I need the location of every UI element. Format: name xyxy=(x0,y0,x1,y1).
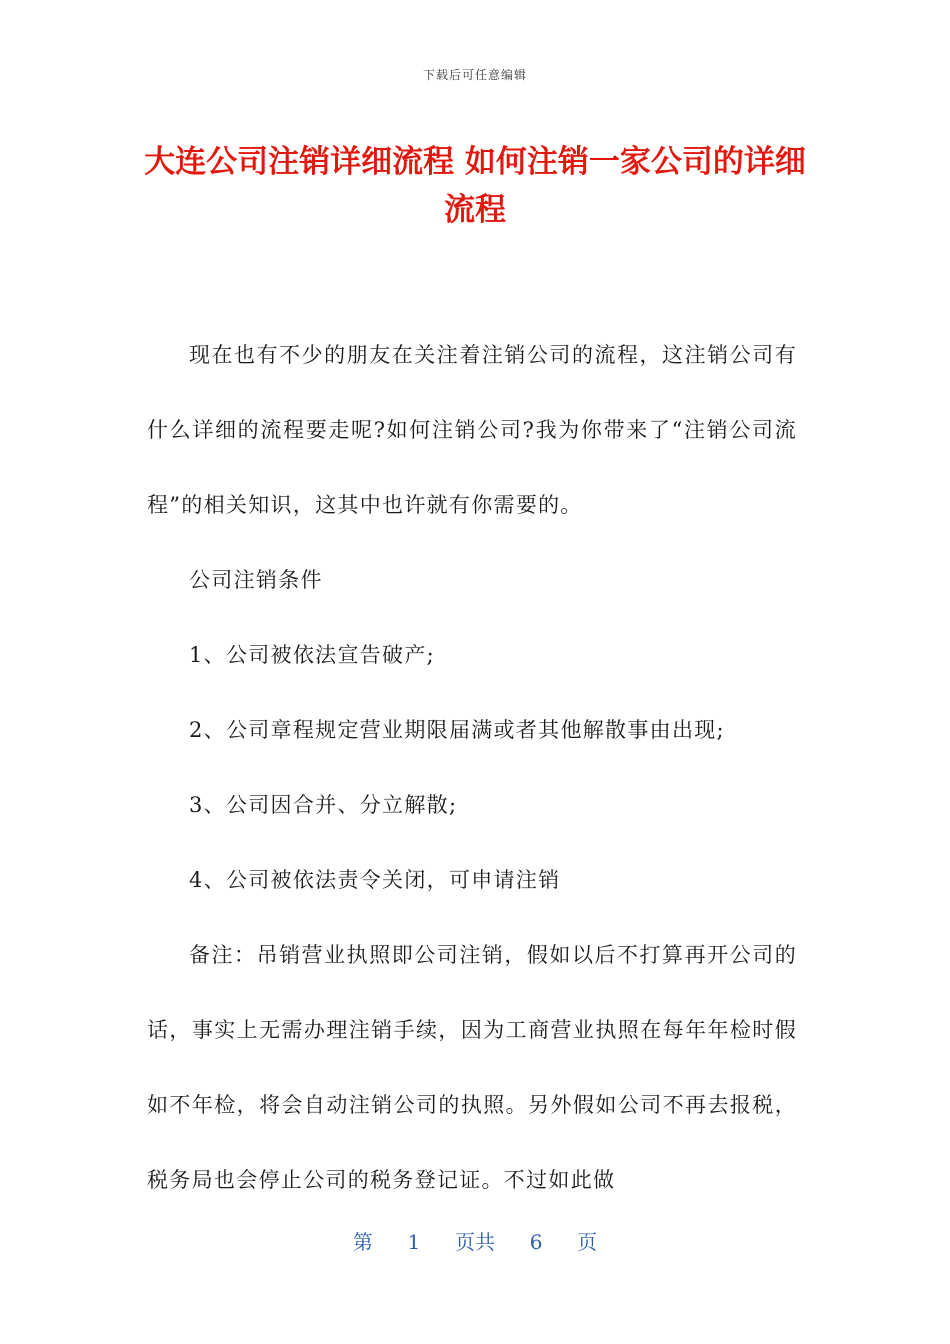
paragraph-heading-conditions: 公司注销条件 xyxy=(189,568,323,592)
paragraph-condition-3: 3、公司因合并、分立解散; xyxy=(189,793,458,817)
paragraph-condition-4: 4、公司被依法责令关闭，可申请注销 xyxy=(189,868,561,892)
document-title: 大连公司注销详细流程 如何注销一家公司的详细流程 xyxy=(144,144,806,228)
document-body xyxy=(147,318,797,1218)
footer-current-page: 1 xyxy=(407,1230,421,1254)
footer-mid: 页共 xyxy=(455,1230,495,1254)
paragraph-note: 备注：吊销营业执照即公司注销，假如以后不打算再开公司的话，事实上无需办理注销手续，因为工商营业执照在每年年检时假如不年检，将会自动注销公司的执照。另外假如公司不再去报税，税务局也会停止公司的税务登记证。不过如此做 xyxy=(147,943,797,1192)
paragraph-condition-1: 1、公司被依法宣告破产; xyxy=(189,643,436,667)
footer-prefix: 第 xyxy=(352,1230,373,1254)
page-footer xyxy=(0,1226,950,1255)
paragraph-condition-2: 2、公司章程规定营业期限届满或者其他解散事由出现; xyxy=(189,718,725,742)
header-note: 下载后可任意编辑 xyxy=(422,68,527,82)
footer-total-pages: 6 xyxy=(529,1230,543,1254)
footer-suffix: 页 xyxy=(577,1230,598,1254)
paragraph-intro: 现在也有不少的朋友在关注着注销公司的流程，这注销公司有什么详细的流程要走呢?如何注销公司?我为你带来了“注销公司流程”的相关知识，这其中也许就有你需要的。 xyxy=(147,343,797,517)
